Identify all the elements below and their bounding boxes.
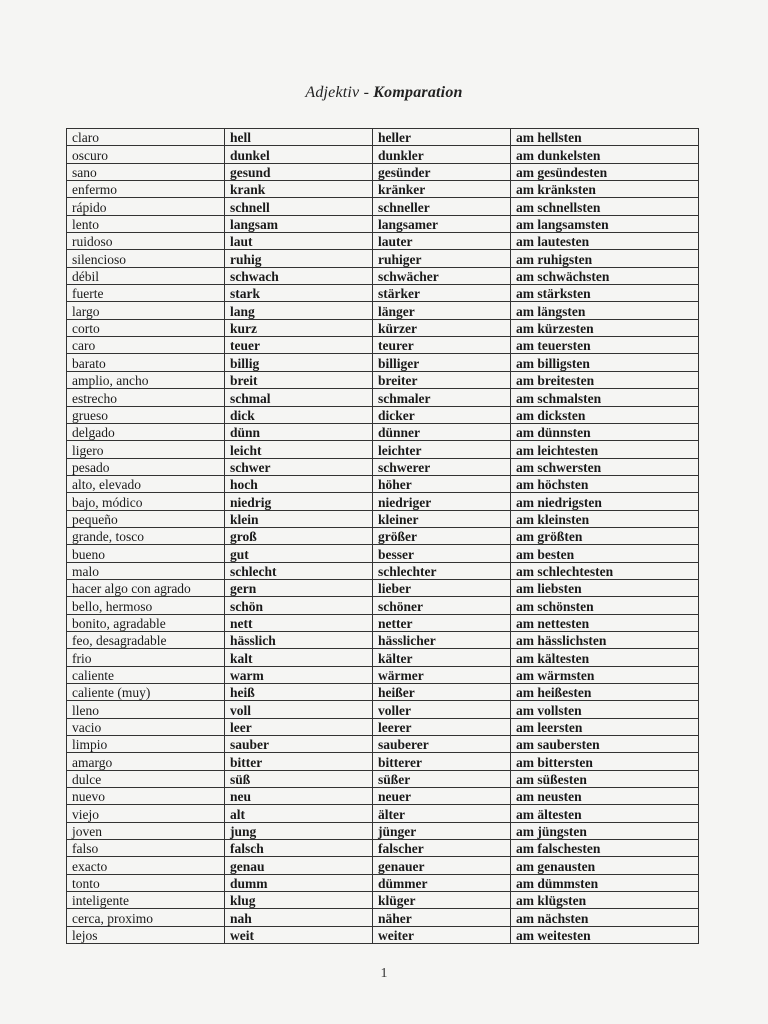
comparative-cell: klüger xyxy=(373,892,511,909)
title-sub: Komparation xyxy=(373,84,463,101)
positive-cell: heiß xyxy=(225,684,373,701)
superlative-cell: am klügsten xyxy=(511,892,699,909)
table-row xyxy=(67,562,699,579)
spanish-cell: joven xyxy=(67,822,225,839)
comparative-cell: schöner xyxy=(373,597,511,614)
positive-cell: schwach xyxy=(225,267,373,284)
superlative-cell: am dünnsten xyxy=(511,423,699,440)
positive-cell: langsam xyxy=(225,215,373,232)
superlative-cell: am kältesten xyxy=(511,649,699,666)
positive-cell: schnell xyxy=(225,198,373,215)
table-row xyxy=(67,371,699,388)
positive-cell: falsch xyxy=(225,840,373,857)
table-row xyxy=(67,857,699,874)
superlative-cell: am kleinsten xyxy=(511,510,699,527)
positive-cell: gern xyxy=(225,579,373,596)
positive-cell: kurz xyxy=(225,319,373,336)
comparative-cell: langsamer xyxy=(373,215,511,232)
positive-cell: genau xyxy=(225,857,373,874)
table-row xyxy=(67,579,699,596)
superlative-cell: am schwächsten xyxy=(511,267,699,284)
positive-cell: nah xyxy=(225,909,373,926)
spanish-cell: limpio xyxy=(67,736,225,753)
superlative-cell: am wärmsten xyxy=(511,666,699,683)
spanish-cell: alto, elevado xyxy=(67,475,225,492)
spanish-cell: amargo xyxy=(67,753,225,770)
spanish-cell: feo, desagradable xyxy=(67,631,225,648)
superlative-cell: am lautesten xyxy=(511,233,699,250)
table-row xyxy=(67,146,699,163)
table-row xyxy=(67,302,699,319)
comparative-cell: dünner xyxy=(373,423,511,440)
table-row xyxy=(67,233,699,250)
spanish-cell: inteligente xyxy=(67,892,225,909)
comparative-cell: schwächer xyxy=(373,267,511,284)
spanish-cell: lleno xyxy=(67,701,225,718)
positive-cell: klug xyxy=(225,892,373,909)
comparative-cell: weiter xyxy=(373,926,511,943)
spanish-cell: bajo, módico xyxy=(67,493,225,510)
positive-cell: laut xyxy=(225,233,373,250)
comparative-cell: jünger xyxy=(373,822,511,839)
table-row xyxy=(67,406,699,423)
table-row xyxy=(67,441,699,458)
table-row xyxy=(67,545,699,562)
spanish-cell: bonito, agradable xyxy=(67,614,225,631)
superlative-cell: am höchsten xyxy=(511,475,699,492)
spanish-cell: malo xyxy=(67,562,225,579)
superlative-cell: am dümmsten xyxy=(511,874,699,891)
spanish-cell: fuerte xyxy=(67,285,225,302)
comparative-cell: schmaler xyxy=(373,389,511,406)
table-row xyxy=(67,597,699,614)
positive-cell: hässlich xyxy=(225,631,373,648)
superlative-cell: am langsamsten xyxy=(511,215,699,232)
positive-cell: klein xyxy=(225,510,373,527)
table-row xyxy=(67,458,699,475)
positive-cell: leer xyxy=(225,718,373,735)
comparison-table-body xyxy=(67,129,699,944)
spanish-cell: vacio xyxy=(67,718,225,735)
table-row xyxy=(67,631,699,648)
positive-cell: billig xyxy=(225,354,373,371)
superlative-cell: am hellsten xyxy=(511,129,699,146)
superlative-cell: am schnellsten xyxy=(511,198,699,215)
table-row xyxy=(67,684,699,701)
spanish-cell: silencioso xyxy=(67,250,225,267)
positive-cell: hell xyxy=(225,129,373,146)
superlative-cell: am dunkelsten xyxy=(511,146,699,163)
positive-cell: sauber xyxy=(225,736,373,753)
table-row xyxy=(67,337,699,354)
comparative-cell: dunkler xyxy=(373,146,511,163)
comparative-cell: älter xyxy=(373,805,511,822)
comparative-cell: genauer xyxy=(373,857,511,874)
table-row xyxy=(67,285,699,302)
table-row xyxy=(67,736,699,753)
positive-cell: jung xyxy=(225,822,373,839)
spanish-cell: oscuro xyxy=(67,146,225,163)
comparative-cell: leichter xyxy=(373,441,511,458)
superlative-cell: am nettesten xyxy=(511,614,699,631)
comparative-cell: heller xyxy=(373,129,511,146)
title-main: Adjektiv xyxy=(305,84,360,101)
positive-cell: nett xyxy=(225,614,373,631)
positive-cell: voll xyxy=(225,701,373,718)
spanish-cell: frio xyxy=(67,649,225,666)
positive-cell: niedrig xyxy=(225,493,373,510)
spanish-cell: grande, tosco xyxy=(67,527,225,544)
spanish-cell: bueno xyxy=(67,545,225,562)
comparative-cell: leerer xyxy=(373,718,511,735)
positive-cell: dick xyxy=(225,406,373,423)
positive-cell: dumm xyxy=(225,874,373,891)
comparative-cell: bitterer xyxy=(373,753,511,770)
table-row xyxy=(67,527,699,544)
comparative-cell: netter xyxy=(373,614,511,631)
spanish-cell: amplio, ancho xyxy=(67,371,225,388)
table-row xyxy=(67,649,699,666)
superlative-cell: am genausten xyxy=(511,857,699,874)
comparative-cell: länger xyxy=(373,302,511,319)
spanish-cell: estrecho xyxy=(67,389,225,406)
positive-cell: breit xyxy=(225,371,373,388)
superlative-cell: am ältesten xyxy=(511,805,699,822)
spanish-cell: ruidoso xyxy=(67,233,225,250)
comparative-cell: kleiner xyxy=(373,510,511,527)
positive-cell: warm xyxy=(225,666,373,683)
superlative-cell: am schlechtesten xyxy=(511,562,699,579)
comparison-table xyxy=(66,128,699,944)
superlative-cell: am schönsten xyxy=(511,597,699,614)
superlative-cell: am leichtesten xyxy=(511,441,699,458)
table-row xyxy=(67,475,699,492)
table-row xyxy=(67,822,699,839)
comparative-cell: niedriger xyxy=(373,493,511,510)
page-title xyxy=(0,84,768,102)
comparative-cell: ruhiger xyxy=(373,250,511,267)
table-row xyxy=(67,423,699,440)
superlative-cell: am schmalsten xyxy=(511,389,699,406)
positive-cell: teuer xyxy=(225,337,373,354)
superlative-cell: am hässlichsten xyxy=(511,631,699,648)
table-row xyxy=(67,510,699,527)
superlative-cell: am kränksten xyxy=(511,181,699,198)
table-row xyxy=(67,163,699,180)
positive-cell: weit xyxy=(225,926,373,943)
comparative-cell: schneller xyxy=(373,198,511,215)
spanish-cell: corto xyxy=(67,319,225,336)
table-row xyxy=(67,840,699,857)
page-number: 1 xyxy=(380,966,388,981)
table-row xyxy=(67,319,699,336)
comparative-cell: lauter xyxy=(373,233,511,250)
comparative-cell: süßer xyxy=(373,770,511,787)
superlative-cell: am heißesten xyxy=(511,684,699,701)
superlative-cell: am niedrigsten xyxy=(511,493,699,510)
superlative-cell: am größten xyxy=(511,527,699,544)
superlative-cell: am vollsten xyxy=(511,701,699,718)
table-row xyxy=(67,788,699,805)
positive-cell: leicht xyxy=(225,441,373,458)
table-row xyxy=(67,892,699,909)
table-row xyxy=(67,389,699,406)
comparative-cell: dümmer xyxy=(373,874,511,891)
table-row xyxy=(67,614,699,631)
table-row xyxy=(67,198,699,215)
superlative-cell: am nächsten xyxy=(511,909,699,926)
positive-cell: dunkel xyxy=(225,146,373,163)
spanish-cell: débil xyxy=(67,267,225,284)
superlative-cell: am liebsten xyxy=(511,579,699,596)
table-row xyxy=(67,354,699,371)
positive-cell: groß xyxy=(225,527,373,544)
comparison-table-wrap xyxy=(66,128,698,944)
spanish-cell: enfermo xyxy=(67,181,225,198)
superlative-cell: am neusten xyxy=(511,788,699,805)
table-row xyxy=(67,267,699,284)
positive-cell: alt xyxy=(225,805,373,822)
spanish-cell: largo xyxy=(67,302,225,319)
positive-cell: stark xyxy=(225,285,373,302)
title-separator: - xyxy=(363,84,370,101)
positive-cell: schwer xyxy=(225,458,373,475)
spanish-cell: viejo xyxy=(67,805,225,822)
comparative-cell: lieber xyxy=(373,579,511,596)
positive-cell: neu xyxy=(225,788,373,805)
comparative-cell: kürzer xyxy=(373,319,511,336)
superlative-cell: am längsten xyxy=(511,302,699,319)
superlative-cell: am süßesten xyxy=(511,770,699,787)
comparative-cell: falscher xyxy=(373,840,511,857)
positive-cell: krank xyxy=(225,181,373,198)
table-row xyxy=(67,181,699,198)
comparative-cell: näher xyxy=(373,909,511,926)
comparative-cell: schlechter xyxy=(373,562,511,579)
superlative-cell: am schwersten xyxy=(511,458,699,475)
positive-cell: gesund xyxy=(225,163,373,180)
spanish-cell: sano xyxy=(67,163,225,180)
spanish-cell: claro xyxy=(67,129,225,146)
superlative-cell: am kürzesten xyxy=(511,319,699,336)
comparative-cell: hässlicher xyxy=(373,631,511,648)
comparative-cell: kränker xyxy=(373,181,511,198)
table-row xyxy=(67,129,699,146)
comparative-cell: kälter xyxy=(373,649,511,666)
superlative-cell: am saubersten xyxy=(511,736,699,753)
positive-cell: schlecht xyxy=(225,562,373,579)
positive-cell: gut xyxy=(225,545,373,562)
comparative-cell: wärmer xyxy=(373,666,511,683)
comparative-cell: billiger xyxy=(373,354,511,371)
comparative-cell: höher xyxy=(373,475,511,492)
positive-cell: schmal xyxy=(225,389,373,406)
spanish-cell: bello, hermoso xyxy=(67,597,225,614)
table-row xyxy=(67,215,699,232)
spanish-cell: hacer algo con agrado xyxy=(67,579,225,596)
spanish-cell: cerca, proximo xyxy=(67,909,225,926)
comparative-cell: größer xyxy=(373,527,511,544)
superlative-cell: am leersten xyxy=(511,718,699,735)
spanish-cell: caro xyxy=(67,337,225,354)
comparative-cell: sauberer xyxy=(373,736,511,753)
superlative-cell: am ruhigsten xyxy=(511,250,699,267)
spanish-cell: rápido xyxy=(67,198,225,215)
superlative-cell: am gesündesten xyxy=(511,163,699,180)
spanish-cell: delgado xyxy=(67,423,225,440)
comparative-cell: stärker xyxy=(373,285,511,302)
spanish-cell: pesado xyxy=(67,458,225,475)
table-row xyxy=(67,753,699,770)
comparative-cell: neuer xyxy=(373,788,511,805)
spanish-cell: tonto xyxy=(67,874,225,891)
comparative-cell: schwerer xyxy=(373,458,511,475)
spanish-cell: barato xyxy=(67,354,225,371)
superlative-cell: am jüngsten xyxy=(511,822,699,839)
spanish-cell: caliente (muy) xyxy=(67,684,225,701)
table-row xyxy=(67,718,699,735)
superlative-cell: am bittersten xyxy=(511,753,699,770)
positive-cell: lang xyxy=(225,302,373,319)
superlative-cell: am weitesten xyxy=(511,926,699,943)
spanish-cell: lejos xyxy=(67,926,225,943)
table-row xyxy=(67,701,699,718)
comparative-cell: voller xyxy=(373,701,511,718)
positive-cell: hoch xyxy=(225,475,373,492)
comparative-cell: teurer xyxy=(373,337,511,354)
positive-cell: bitter xyxy=(225,753,373,770)
positive-cell: schön xyxy=(225,597,373,614)
superlative-cell: am dicksten xyxy=(511,406,699,423)
spanish-cell: lento xyxy=(67,215,225,232)
comparative-cell: breiter xyxy=(373,371,511,388)
superlative-cell: am falschesten xyxy=(511,840,699,857)
table-row xyxy=(67,909,699,926)
spanish-cell: falso xyxy=(67,840,225,857)
table-row xyxy=(67,493,699,510)
comparative-cell: gesünder xyxy=(373,163,511,180)
spanish-cell: caliente xyxy=(67,666,225,683)
table-row xyxy=(67,926,699,943)
comparative-cell: dicker xyxy=(373,406,511,423)
positive-cell: dünn xyxy=(225,423,373,440)
spanish-cell: grueso xyxy=(67,406,225,423)
table-row xyxy=(67,250,699,267)
comparative-cell: besser xyxy=(373,545,511,562)
spanish-cell: pequeño xyxy=(67,510,225,527)
table-row xyxy=(67,805,699,822)
superlative-cell: am breitesten xyxy=(511,371,699,388)
table-row xyxy=(67,666,699,683)
spanish-cell: dulce xyxy=(67,770,225,787)
superlative-cell: am besten xyxy=(511,545,699,562)
positive-cell: süß xyxy=(225,770,373,787)
superlative-cell: am stärksten xyxy=(511,285,699,302)
superlative-cell: am teuersten xyxy=(511,337,699,354)
table-row xyxy=(67,874,699,891)
spanish-cell: exacto xyxy=(67,857,225,874)
superlative-cell: am billigsten xyxy=(511,354,699,371)
comparative-cell: heißer xyxy=(373,684,511,701)
table-row xyxy=(67,770,699,787)
positive-cell: kalt xyxy=(225,649,373,666)
positive-cell: ruhig xyxy=(225,250,373,267)
spanish-cell: nuevo xyxy=(67,788,225,805)
spanish-cell: ligero xyxy=(67,441,225,458)
